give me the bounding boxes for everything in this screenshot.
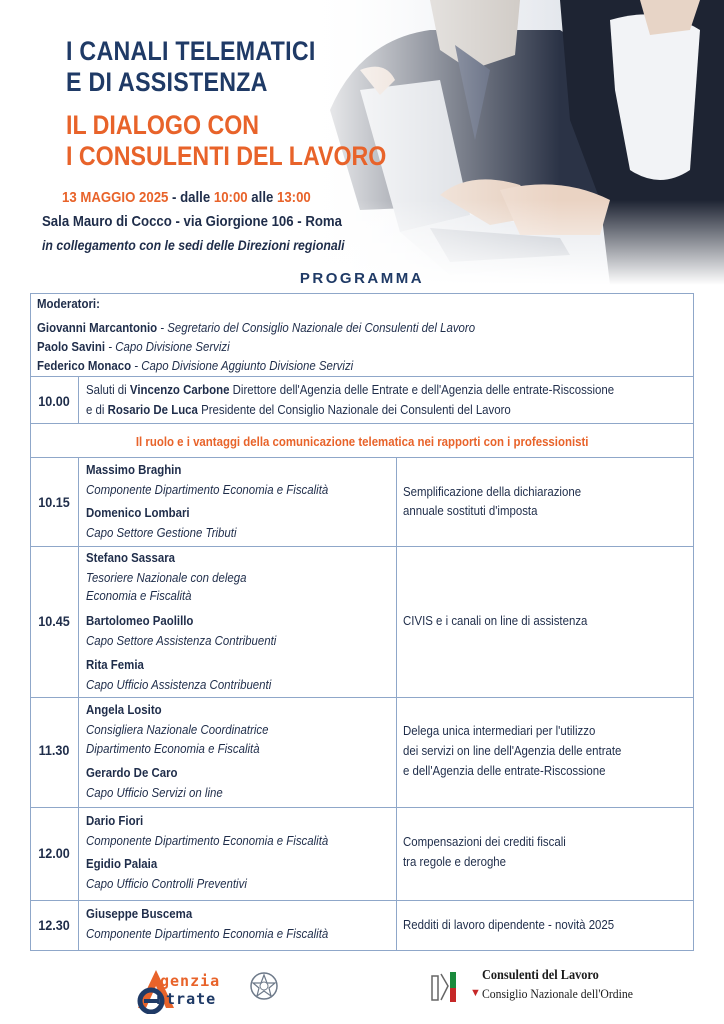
speaker-role: Capo Ufficio Assistenza Contribuenti <box>86 677 272 692</box>
moderator-1: Giovanni Marcantonio - Segretario del Consiglio Nazionale dei Consulenti del Lavoro <box>37 320 476 335</box>
speaker-role: Capo Settore Gestione Tributi <box>86 525 237 540</box>
session-topic: Semplificazione della dichiarazione <box>403 484 582 499</box>
program-table <box>30 293 694 951</box>
speaker-name: Dario Fiori <box>86 813 144 828</box>
session-topic: CIVIS e i canali on line di assistenza <box>403 613 588 628</box>
welcome-time: 10.00 <box>38 393 70 409</box>
event-subtitle <box>66 110 386 172</box>
welcome-line-2: e di Rosario De Luca Presidente del Consiglio Nazionale dei Consulenti del Lavoro <box>86 402 511 417</box>
session-topic: annuale sostituti d'imposta <box>403 503 538 518</box>
event-dateline <box>62 189 311 206</box>
speaker-name: Massimo Braghin <box>86 462 182 477</box>
session-topic: Delega unica intermediari per l'utilizzo <box>403 723 596 738</box>
agenzia-logo-line-1: genzia <box>160 972 221 990</box>
speaker-role: Componente Dipartimento Economia e Fiscalità <box>86 833 329 848</box>
session-time: 10.45 <box>38 613 70 629</box>
speaker-name: Egidio Palaia <box>86 856 158 871</box>
moderator-3: Federico Monaco - Capo Divisione Aggiunto Divisione Servizi <box>37 358 354 373</box>
speaker-role: Capo Ufficio Servizi on line <box>86 785 223 800</box>
speaker-role: Componente Dipartimento Economia e Fiscalità <box>86 926 329 941</box>
event-title <box>66 36 316 98</box>
speaker-role: Consigliera Nazionale Coordinatrice <box>86 722 269 737</box>
moderators-label: Moderatori: <box>37 296 100 311</box>
cdl-title: Consulenti del Lavoro <box>482 968 599 983</box>
session-topic: dei servizi on line dell'Agenzia delle entrate <box>403 743 622 758</box>
event-date: 13 MAGGIO 2025 <box>62 189 169 206</box>
speaker-name: Stefano Sassara <box>86 550 176 565</box>
session-time: 10.15 <box>38 494 70 510</box>
footer <box>0 960 724 1024</box>
speaker-role: Economia e Fiscalità <box>86 588 192 603</box>
event-venue: Sala Mauro di Cocco - via Giorgione 106 - Roma <box>42 213 343 230</box>
speaker-name: Gerardo De Caro <box>86 765 178 780</box>
italian-emblem-icon <box>248 970 280 1004</box>
speaker-role: Tesoriere Nazionale con delega <box>86 570 247 585</box>
speaker-name: Angela Losito <box>86 702 162 717</box>
session-topic: Compensazioni dei crediti fiscali <box>403 834 566 849</box>
agenzia-logo-line-2: ntrate <box>156 990 217 1008</box>
session-topic: Redditi di lavoro dipendente - novità 2025 <box>403 917 615 932</box>
session-time: 12.00 <box>38 845 70 861</box>
speaker-name: Domenico Lombari <box>86 505 190 520</box>
section-title: Il ruolo e i vantaggi della comunicazione telematica nei rapporti con i professionisti <box>135 434 589 449</box>
consulenti-lavoro-logo-icon <box>426 968 464 1008</box>
session-topic: e dell'Agenzia delle entrate-Riscossione <box>403 763 606 778</box>
title-line-1: I CANALI TELEMATICI <box>66 36 316 66</box>
start-time: 10:00 <box>213 189 248 206</box>
speaker-name: Bartolomeo Paolillo <box>86 613 194 628</box>
subtitle-line-1: IL DIALOGO CON <box>66 110 260 140</box>
session-time: 11.30 <box>38 742 70 758</box>
speaker-role: Dipartimento Economia e Fiscalità <box>86 741 260 756</box>
speaker-name: Giuseppe Buscema <box>86 906 193 921</box>
speaker-role: Capo Settore Assistenza Contribuenti <box>86 633 277 648</box>
title-line-2: E DI ASSISTENZA <box>66 67 268 97</box>
cdl-subtitle: Consiglio Nazionale dell'Ordine <box>482 986 633 1001</box>
end-time: 13:00 <box>276 189 311 206</box>
moderator-2: Paolo Savini - Capo Divisione Servizi <box>37 339 230 354</box>
program-heading: PROGRAMMA <box>299 270 425 287</box>
time-separator: alle <box>247 189 277 206</box>
date-separator: - dalle <box>168 189 214 206</box>
event-connection: in collegamento con le sedi delle Direzioni regionali <box>42 237 345 253</box>
subtitle-line-2: I CONSULENTI DEL LAVORO <box>66 141 387 171</box>
speaker-name: Rita Femia <box>86 657 144 672</box>
speaker-role: Componente Dipartimento Economia e Fiscalità <box>86 482 329 497</box>
welcome-line-1: Saluti di Vincenzo Carbone Direttore dell'Agenzia delle Entrate e dell'Agenzia delle entrate-Riscossione <box>86 382 615 397</box>
session-time: 12.30 <box>38 917 70 933</box>
red-triangle-icon: ▼ <box>470 987 481 999</box>
session-topic: tra regole e deroghe <box>403 854 507 869</box>
speaker-role: Capo Ufficio Controlli Preventivi <box>86 876 247 891</box>
